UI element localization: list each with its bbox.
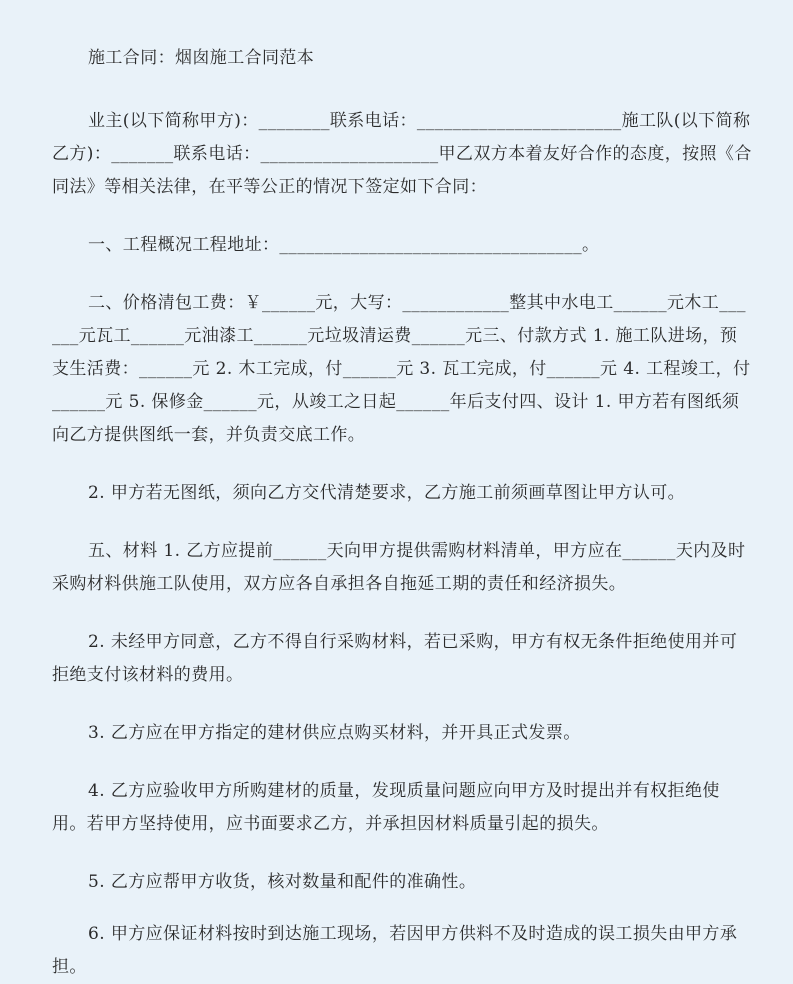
paragraph-materials-6-partial: 6. 甲方应保证材料按时到达施工现场，若因甲方供料不及时造成的误工损失由甲方承担。: [52, 924, 738, 977]
paragraph-materials-1: 五、材料 1. 乙方应提前______天向甲方提供需购材料清单，甲方应在______天内及时采购材料供施工队使用，双方应各自承担各自拖延工期的责任和经济损失。: [52, 541, 746, 594]
paragraph-materials-2: 2. 未经甲方同意，乙方不得自行采购材料，若已采购，甲方有权无条件拒绝使用并可拒绝支付该材料的费用。: [52, 632, 738, 685]
paragraph-parties: 业主(以下简称甲方)：________联系电话：_______________________施工队(以下简称乙方)：_______联系电话：____________________甲乙双方本着友好合作的态度，按照《合同法》等相关法律，在平等公正的情况下签定如下合同：: [52, 111, 752, 197]
paragraph-materials-4: 4. 乙方应验收甲方所购建材的质量，发现质量问题应向甲方及时提出并有权拒绝使用。若甲方坚持使用，应书面要求乙方，并承担因材料质量引起的损失。: [52, 781, 720, 834]
paragraph-materials-3: 3. 乙方应在甲方指定的建材供应点购买材料，并开具正式发票。: [88, 723, 581, 743]
paragraph-design-2: 2. 甲方若无图纸，须向乙方交代清楚要求，乙方施工前须画草图让甲方认可。: [88, 483, 686, 503]
paragraph-materials-5: 5. 乙方应帮甲方收货，核对数量和配件的准确性。: [88, 872, 477, 892]
paragraph-project-overview: 一、工程概况工程地址：__________________________________。: [88, 235, 600, 255]
paragraph-price-payment-design: 二、价格清包工费：￥______元，大写：____________整其中水电工______元木工______元瓦工______元油漆工______元垃圾清运费______元三、付款方式 1. 施工队进场，预支生活费：______元 2. 木工完成，付______元 3. 瓦工完成，付______元 4. 工程竣工，付______元 5. 保修金______元，从竣工之日起______年后支付四、设计 1. 甲方若有图纸须向乙方提供图纸一套，并负责交底工作。: [52, 293, 751, 445]
document-title: 施工合同：烟囱施工合同范本: [88, 48, 315, 68]
